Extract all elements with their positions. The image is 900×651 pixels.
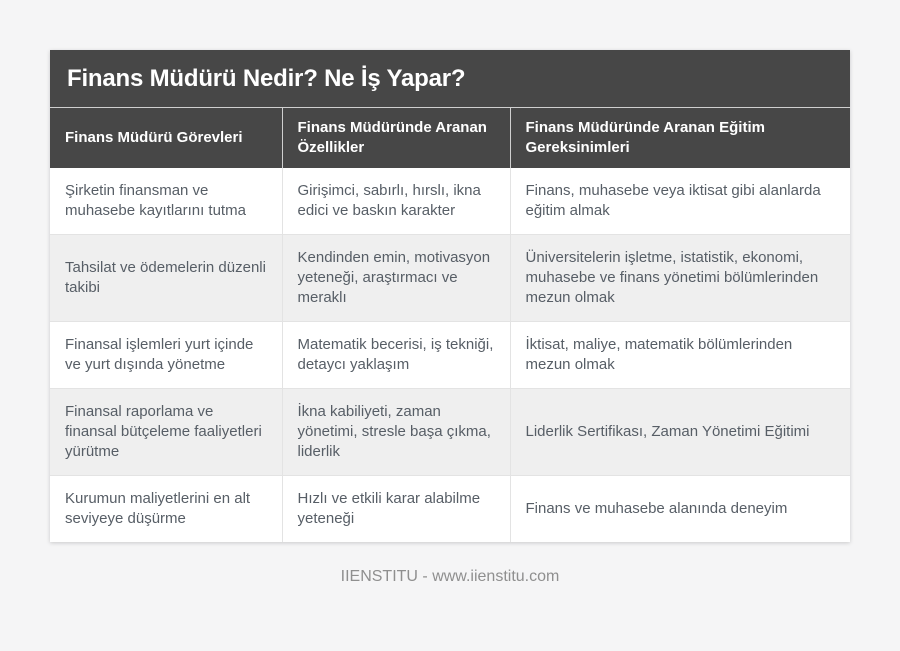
table-cell-duty: Tahsilat ve ödemelerin düzenli takibi — [65, 259, 266, 296]
table-cell-education: Üniversitelerin işletme, istatistik, ekonomi, muhasebe ve finans yönetimi bölümlerinden mezun olmak — [510, 235, 850, 322]
table-cell-education: Liderlik Sertifikası, Zaman Yönetimi Eğitimi — [510, 389, 850, 476]
table-cell-education: Finans, muhasebe veya iktisat gibi alanlarda eğitim almak — [510, 168, 850, 235]
col-header-duties: Finans Müdürü Görevleri — [50, 108, 282, 168]
table-cell-education: Finans ve muhasebe alanında deneyim — [510, 476, 850, 543]
col-header-education: Finans Müdüründe Aranan Eğitim Gereksinimleri — [510, 108, 850, 168]
finance-manager-table — [50, 108, 850, 542]
table-cell-quality: Girişimci, sabırlı, hırslı, ikna edici ve baskın karakter — [282, 168, 510, 235]
footer-credit: IIENSTITU - www.iienstitu.com — [340, 568, 560, 585]
col-header-qualities: Finans Müdüründe Aranan Özellikler — [282, 108, 510, 168]
table-cell-duty: Şirketin finansman ve muhasebe kayıtlarını tutma — [65, 182, 246, 219]
table-cell-quality: İkna kabiliyeti, zaman yönetimi, stresle başa çıkma, liderlik — [282, 389, 510, 476]
table-cell-duty: Finansal raporlama ve finansal bütçeleme faaliyetleri yürütme — [65, 403, 262, 460]
table-row — [50, 476, 850, 543]
table-row — [50, 235, 850, 322]
table-cell-quality: Kendinden emin, motivasyon yeteneği, araştırmacı ve meraklı — [282, 235, 510, 322]
table-cell-quality: Hızlı ve etkili karar alabilme yeteneği — [282, 476, 510, 543]
title-bar — [50, 50, 850, 108]
table-cell-duty: Kurumun maliyetlerini en alt seviyeye düşürme — [65, 490, 251, 527]
table-cell-quality: Matematik becerisi, iş tekniği, detaycı yaklaşım — [282, 322, 510, 389]
table-cell-duty: Finansal işlemleri yurt içinde ve yurt dışında yönetme — [65, 336, 254, 373]
table-cell-education: İktisat, maliye, matematik bölümlerinden mezun olmak — [510, 322, 850, 389]
table-row — [50, 168, 850, 235]
table-header-row — [50, 108, 850, 168]
table-row — [50, 389, 850, 476]
infographic-card — [50, 50, 850, 542]
page-title: Finans Müdürü Nedir? Ne İş Yapar? — [67, 65, 466, 92]
table-row — [50, 322, 850, 389]
